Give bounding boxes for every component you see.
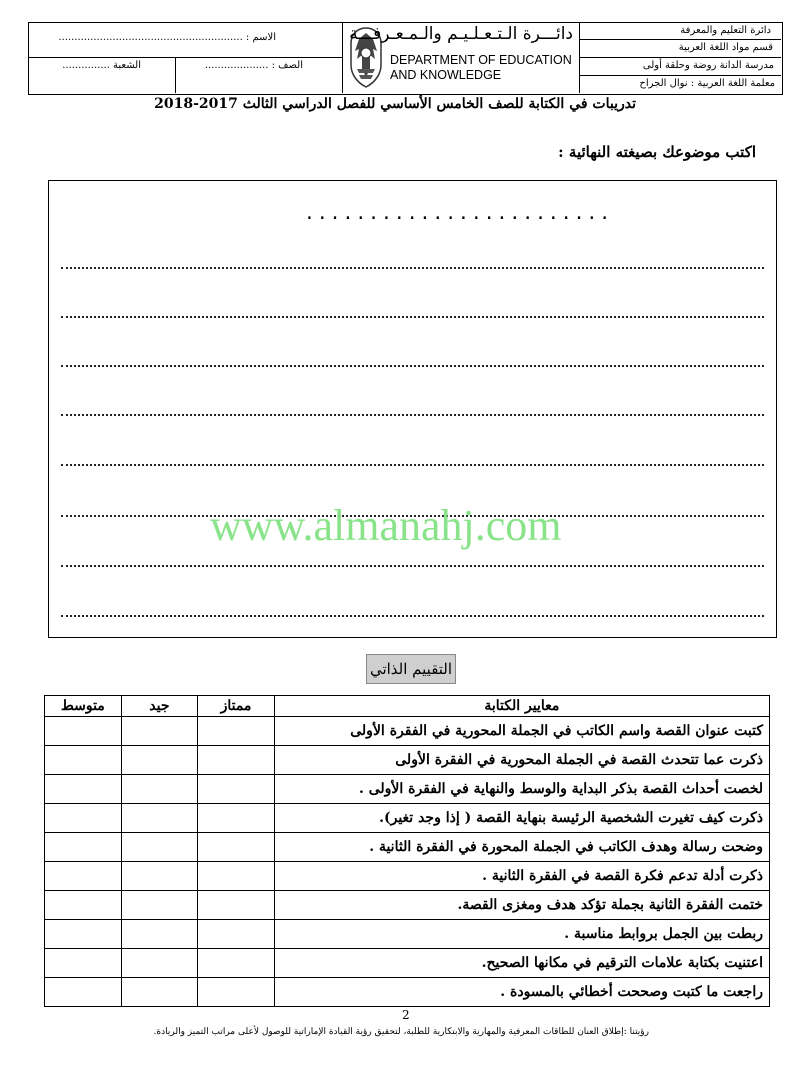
rating-excellent-cell[interactable] bbox=[198, 920, 275, 949]
student-name-field[interactable]: الاسم : .......................................................... bbox=[58, 32, 276, 43]
writing-line[interactable] bbox=[61, 615, 764, 617]
table-row bbox=[45, 862, 770, 891]
table-row bbox=[45, 978, 770, 1007]
table-row bbox=[45, 891, 770, 920]
header-divider bbox=[579, 75, 781, 76]
writing-line[interactable] bbox=[61, 365, 764, 367]
rating-average-cell[interactable] bbox=[45, 775, 122, 804]
header-divider bbox=[342, 22, 343, 93]
rating-average-cell[interactable] bbox=[45, 949, 122, 978]
header-divider bbox=[175, 57, 176, 93]
rating-average-cell[interactable] bbox=[45, 833, 122, 862]
rating-good-cell[interactable] bbox=[121, 746, 198, 775]
header-divider bbox=[579, 57, 781, 58]
rating-average-cell[interactable] bbox=[45, 862, 122, 891]
rating-excellent-cell[interactable] bbox=[198, 717, 275, 746]
header-criteria: معايير الكتابة bbox=[274, 696, 769, 717]
header-average: متوسط bbox=[45, 696, 122, 717]
rating-good-cell[interactable] bbox=[121, 920, 198, 949]
rating-average-cell[interactable] bbox=[45, 717, 122, 746]
writing-line[interactable] bbox=[61, 565, 764, 567]
table-row bbox=[45, 833, 770, 862]
table-row bbox=[45, 949, 770, 978]
criterion-text: راجعت ما كتبت وصححت أخطائي بالمسودة . bbox=[274, 978, 769, 1007]
rating-good-cell[interactable] bbox=[121, 978, 198, 1007]
self-evaluation-label: التقييم الذاتي bbox=[366, 654, 456, 684]
worksheet-subtitle: تدريبات في الكتابة للصف الخامس الأساسي للفصل الدراسي الثالث 2017-2018 bbox=[154, 96, 636, 112]
writing-line[interactable] bbox=[61, 414, 764, 416]
table-row bbox=[45, 746, 770, 775]
header-teacher: معلمة اللغة العربية : نوال الجراح bbox=[639, 78, 775, 89]
header-divider bbox=[28, 57, 342, 58]
rating-good-cell[interactable] bbox=[121, 717, 198, 746]
table-row bbox=[45, 804, 770, 833]
header-school: مدرسة الدانة روضة وحلقة أولى bbox=[642, 60, 774, 71]
rating-average-cell[interactable] bbox=[45, 746, 122, 775]
title-dots: ........................ bbox=[304, 203, 613, 224]
rating-good-cell[interactable] bbox=[121, 833, 198, 862]
rating-excellent-cell[interactable] bbox=[198, 978, 275, 1007]
writing-instruction: اكتب موضوعك بصيغته النهائية : bbox=[558, 143, 756, 161]
criteria-table bbox=[44, 695, 770, 1007]
writing-line[interactable] bbox=[61, 464, 764, 466]
page-number: 2 bbox=[402, 1008, 410, 1022]
watermark-text: www.almanahj.com bbox=[210, 501, 562, 550]
vision-footer: رؤيتنا :إطلاق العنان للطاقات المعرفية والمهارية والابتكارية للطلبة، لتحقيق رؤية القيادة الإماراتية للوصول لأعلى مراتب التميز والريادة. bbox=[153, 1027, 649, 1037]
rating-excellent-cell[interactable] bbox=[198, 891, 275, 920]
criterion-text: ربطت بين الجمل بروابط مناسبة . bbox=[274, 920, 769, 949]
rating-excellent-cell[interactable] bbox=[198, 746, 275, 775]
criterion-text: ذكرت كيف تغيرت الشخصية الرئيسة بنهاية القصة ( إذا وجد تغير). bbox=[274, 804, 769, 833]
header-good: جيد bbox=[121, 696, 198, 717]
rating-good-cell[interactable] bbox=[121, 775, 198, 804]
header-section: قسم مواد اللغة العربية bbox=[678, 42, 773, 53]
header-divider bbox=[579, 39, 781, 40]
criterion-text: ذكرت عما تتحدث القصة في الجملة المحورية في الفقرة الأولى bbox=[274, 746, 769, 775]
table-header-row bbox=[45, 696, 770, 717]
rating-good-cell[interactable] bbox=[121, 862, 198, 891]
rating-good-cell[interactable] bbox=[121, 891, 198, 920]
logo-arabic-text: دائـــرة الـتـعـلـيـم والـمـعـرفـــة bbox=[349, 24, 573, 44]
rating-excellent-cell[interactable] bbox=[198, 862, 275, 891]
rating-average-cell[interactable] bbox=[45, 920, 122, 949]
rating-average-cell[interactable] bbox=[45, 978, 122, 1007]
table-row bbox=[45, 775, 770, 804]
rating-average-cell[interactable] bbox=[45, 891, 122, 920]
rating-good-cell[interactable] bbox=[121, 949, 198, 978]
criterion-text: ختمت الفقرة الثانية بجملة تؤكد هدف ومغزى القصة. bbox=[274, 891, 769, 920]
criterion-text: اعتنيت بكتابة علامات الترقيم في مكانها الصحيح. bbox=[274, 949, 769, 978]
rating-excellent-cell[interactable] bbox=[198, 833, 275, 862]
header-department: دائرة التعليم والمعرفة bbox=[680, 25, 771, 36]
writing-line[interactable] bbox=[61, 316, 764, 318]
rating-excellent-cell[interactable] bbox=[198, 775, 275, 804]
header-excellent: ممتاز bbox=[198, 696, 275, 717]
student-section-field[interactable]: الشعبة ............... bbox=[62, 60, 141, 71]
criterion-text: ذكرت أدلة تدعم فكرة القصة في الفقرة الثانية . bbox=[274, 862, 769, 891]
rating-excellent-cell[interactable] bbox=[198, 949, 275, 978]
logo-english-line-2: AND KNOWLEDGE bbox=[390, 68, 502, 82]
rating-good-cell[interactable] bbox=[121, 804, 198, 833]
table-row bbox=[45, 717, 770, 746]
criterion-text: كتبت عنوان القصة واسم الكاتب في الجملة المحورية في الفقرة الأولى bbox=[274, 717, 769, 746]
student-class-field[interactable]: الصف : .................... bbox=[204, 60, 303, 71]
logo-english-line-1: DEPARTMENT OF EDUCATION bbox=[390, 53, 572, 67]
writing-area[interactable] bbox=[48, 180, 777, 638]
writing-line[interactable] bbox=[61, 267, 764, 269]
criterion-text: وضحت رسالة وهدف الكاتب في الجملة المحورة في الفقرة الثانية . bbox=[274, 833, 769, 862]
rating-average-cell[interactable] bbox=[45, 804, 122, 833]
rating-excellent-cell[interactable] bbox=[198, 804, 275, 833]
criterion-text: لخصت أحداث القصة بذكر البداية والوسط والنهاية في الفقرة الأولى . bbox=[274, 775, 769, 804]
table-row bbox=[45, 920, 770, 949]
